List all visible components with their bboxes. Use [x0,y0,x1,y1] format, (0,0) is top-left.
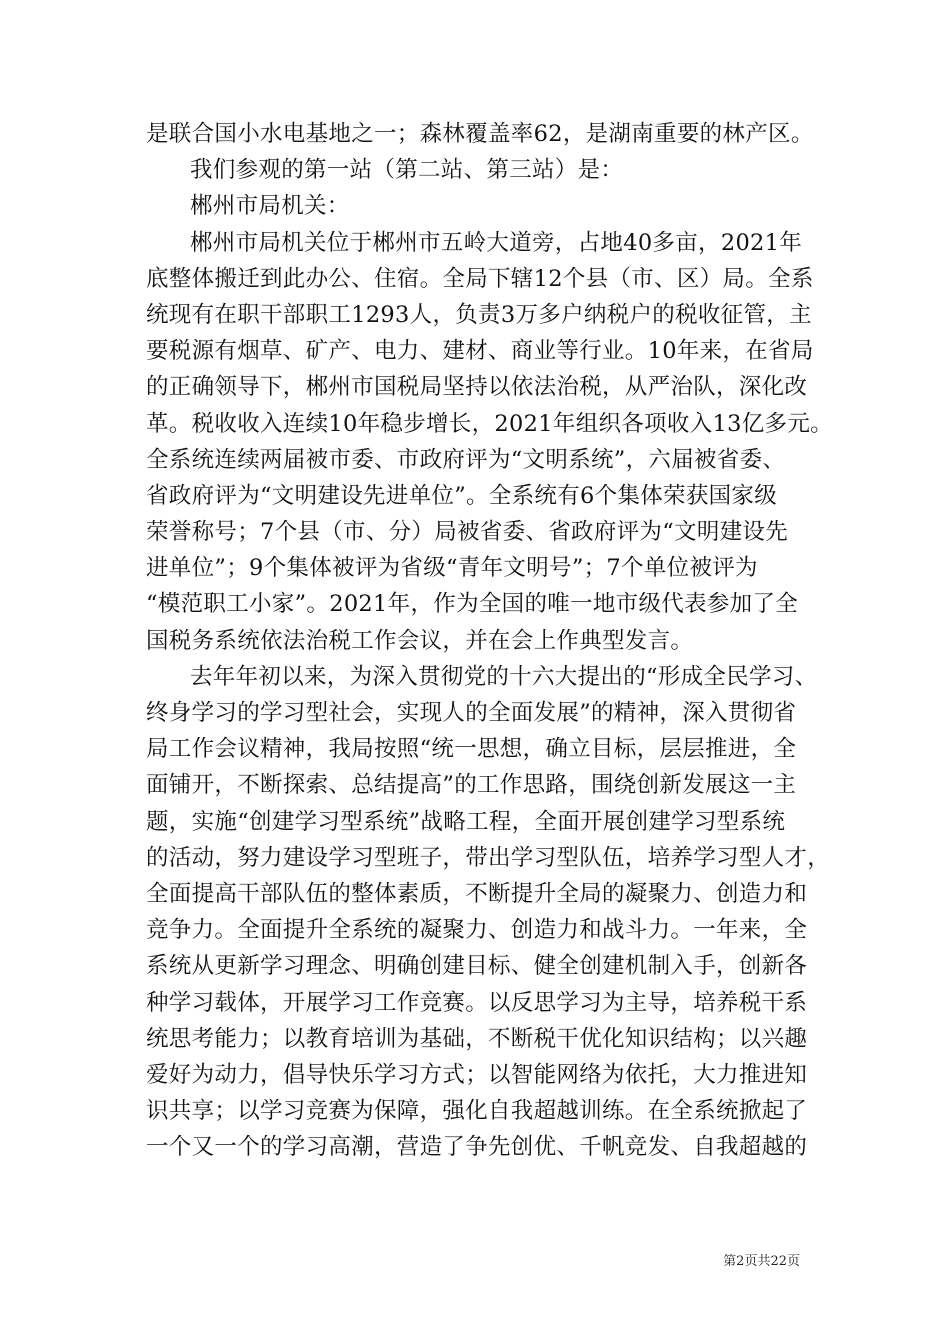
text-line: 国税务系统依法治税工作会议，并在会上作典型发言。 [146,627,694,654]
text-line: 荣誉称号；7个县（市、分）局被省委、省政府评为“文明建设先 [146,519,789,546]
page-number-footer: 第2页共22页 [723,1254,800,1269]
text-line: 郴州市局机关位于郴州市五岭大道旁，占地40多亩，2021年 [190,229,803,256]
text-line: 统思考能力；以教育培训为基础，不断税干优化知识结构；以兴趣 [146,1025,808,1052]
text-line: 进单位”；9个集体被评为省级“青年文明号”；7个单位被评为 [146,555,758,582]
text-line: 种学习载体，开展学习工作竞赛。以反思学习为主导，培养税干系 [146,989,808,1016]
text-line: 局工作会议精神，我局按照“统一思想，确立目标，层层推进，全 [146,736,797,763]
text-line: 的活动，努力建设学习型班子，带出学习型队伍，培养学习型人才， [146,844,831,871]
text-line: 识共享；以学习竞赛为保障，强化自我超越训练。在全系统掀起了 [146,1098,808,1125]
text-line: 统现有在职干部职工1293人，负责3万多户纳税户的税收征管，主 [146,301,812,328]
document-body [146,116,833,1165]
text-line: 全系统连续两届被市委、市政府评为“文明系统”，六届被省委、 [146,446,786,473]
text-line: 底整体搬迁到此办公、住宿。全局下辖12个县（市、区）局。全系 [146,265,814,292]
text-line: 一个又一个的学习高潮，营造了争先创优、千帆竞发、自我超越的 [146,1134,808,1161]
text-line: 题，实施“创建学习型系统”战略工程，全面开展创建学习型系统 [146,808,786,835]
text-line: 终身学习的学习型社会，实现人的全面发展”的精神，深入贯彻省 [146,700,797,726]
text-line: 竞争力。全面提升全系统的凝聚力、创造力和战斗力。一年来，全 [146,917,808,944]
text-line: 要税源有烟草、矿产、电力、建材、商业等行业。10年来，在省局 [146,338,814,365]
text-line: 革。税收收入连续10年稳步增长，2021年组织各项收入13亿多元。 [146,410,833,437]
text-line: 的正确领导下，郴州市国税局坚持以依法治税，从严治队，深化改 [146,374,808,401]
text-line: 郴州市局机关： [190,193,350,220]
text-line: 爱好为动力，倡导快乐学习方式；以智能网络为依托，大力推进知 [146,1061,808,1088]
text-line: 全面提高干部队伍的整体素质，不断提升全局的凝聚力、创造力和 [146,880,808,907]
text-line: 去年年初以来，为深入贯彻党的十六大提出的“形成全民学习、 [190,663,818,690]
text-line: 面铺开，不断探索、总结提高”的工作思路，围绕创新发展这一主 [146,772,797,799]
text-line: 我们参观的第一站（第二站、第三站）是： [190,157,624,184]
text-line: “模范职工小家”。2021年，作为全国的唯一地市级代表参加了全 [146,591,799,618]
text-line: 是联合国小水电基地之一；森林覆盖率62，是湖南重要的林产区。 [146,121,814,147]
text-line: 省政府评为“文明建设先进单位”。全系统有6个集体荣获国家级 [146,482,778,509]
text-line: 系统从更新学习理念、明确创建目标、健全创建机制入手，创新各 [146,953,808,980]
